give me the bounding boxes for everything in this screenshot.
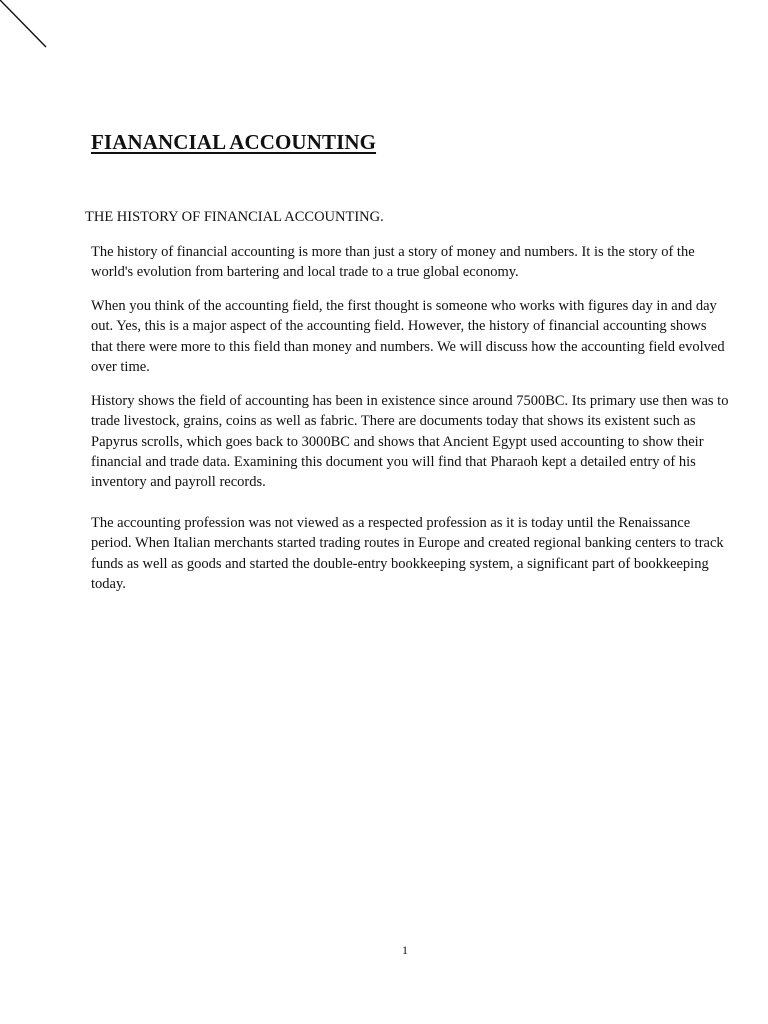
paragraph-2: When you think of the accounting field, the first thought is someone who works with figures day in and day out. Yes, this is a major aspect of the accounting field. However, the history of financial accounting shows that there were more to this field than money and numbers. We will discuss how the accounting field evolved over time. (91, 298, 725, 375)
page-number: 1 (402, 943, 408, 957)
corner-line-mark (0, 0, 50, 50)
section-heading: THE HISTORY OF FINANCIAL ACCOUNTING. (85, 209, 384, 225)
paragraph-3: History shows the field of accounting has been in existence since around 7500BC. Its primary use then was to trade livestock, grains, coins as well as fabric. There are documents today that shows its existent such as Papyrus scrolls, which goes back to 3000BC and shows that Ancient Egypt used accounting to show their financial and trade data. Examining this document you will find that Pharaoh kept a detailed entry of his inventory and payroll records. (91, 393, 729, 491)
paragraph-4: The accounting profession was not viewed as a respected profession as it is today until the Renaissance period. When Italian merchants started trading routes in Europe and created regional banking centers to track funds as well as goods and started the double-entry bookkeeping system, a significant part of bookkeeping today. (91, 515, 724, 592)
document-title: FIANANCIAL ACCOUNTING (91, 130, 377, 154)
paragraph-1: The history of financial accounting is more than just a story of money and numbers. It is the story of the world's evolution from bartering and local trade to a true global economy. (91, 244, 695, 281)
